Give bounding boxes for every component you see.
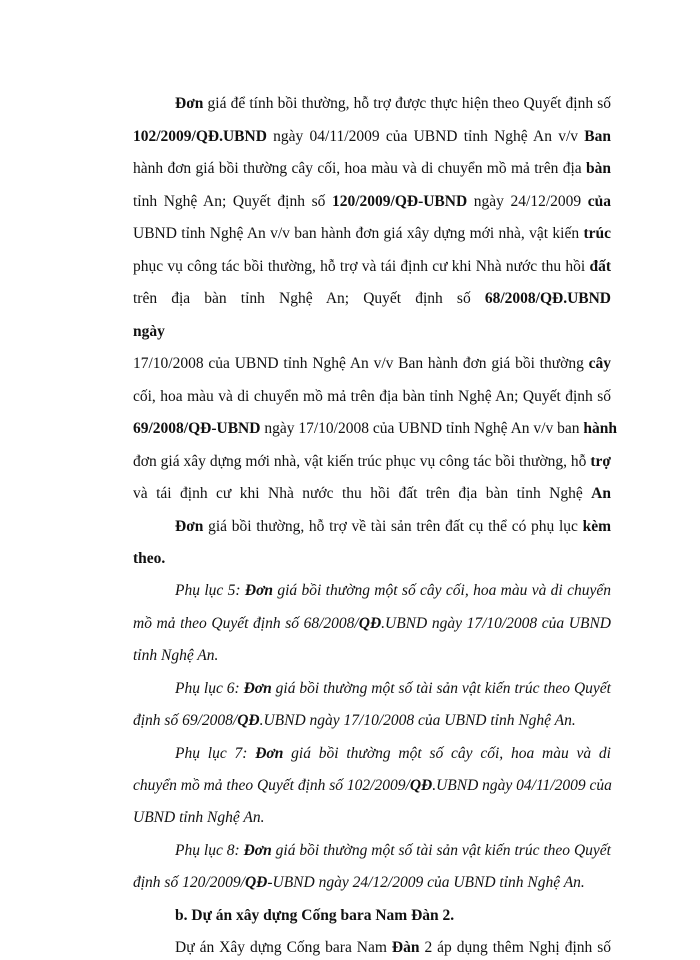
text-run: giá bồi thường một số tài sản vật kiến trúc theo Quyết — [271, 842, 611, 859]
appendix5-line-3 — [133, 646, 611, 666]
p1-line-3 — [133, 159, 611, 179]
bold-run: QĐ — [409, 777, 433, 794]
appendix6-line-1 — [175, 679, 611, 699]
p3-line-1 — [175, 938, 611, 958]
text-run: .UBND ngày 04/11/2009 của — [432, 777, 612, 794]
p1-line-10 — [133, 387, 611, 407]
p1-line-7 — [133, 289, 611, 309]
bold-run: kèm — [582, 518, 611, 535]
p1-line-8 — [133, 322, 611, 342]
bold-run: Đơn — [175, 95, 204, 112]
appendix7-line-2 — [133, 776, 611, 796]
bold-run: Ban — [584, 128, 611, 145]
bold-run: Đơn — [244, 582, 274, 599]
text-run: ngày 17/10/2008 của UBND tỉnh Nghệ An v/v ban — [260, 420, 584, 437]
text-run: định số 69/2008/ — [133, 712, 238, 729]
text-run: mồ mả theo Quyết định số 68/2008/ — [133, 615, 359, 632]
text-run: phục vụ công tác bồi thường, hỗ trợ và tái định cư khi Nhà nước thu hồi — [133, 258, 590, 275]
text-run: .UBND ngày 17/10/2008 của UBND — [381, 615, 611, 632]
p2-line-1 — [175, 517, 611, 537]
text-run: giá bồi thường một số cây cối, hoa màu và di — [283, 745, 611, 762]
text-run: 2 áp dụng thêm Nghị định số — [419, 939, 611, 956]
appendix8-line-2 — [133, 873, 611, 893]
bold-run: 120/2009/QĐ-UBND — [331, 193, 468, 210]
text-run: UBND tỉnh Nghệ An v/v ban hành đơn giá xây dựng mới nhà, vật kiến — [133, 225, 584, 242]
bold-run: theo. — [133, 550, 166, 567]
text-run: ngày 04/11/2009 của UBND tỉnh Nghệ An v/v — [266, 128, 585, 145]
bold-run: An — [591, 485, 611, 502]
text-run: đơn giá xây dựng mới nhà, vật kiến trúc phục vụ công tác bồi thường, hỗ — [133, 453, 591, 470]
bold-run: Đơn — [243, 842, 272, 859]
text-run: 17/10/2008 của UBND tỉnh Nghệ An v/v Ban hành đơn giá bồi thường — [133, 355, 589, 372]
bold-run: của — [587, 193, 611, 210]
p1-line-12 — [133, 452, 611, 472]
appendix6-line-2 — [133, 711, 611, 731]
appendix8-line-1 — [175, 841, 611, 861]
text-run: chuyển mồ mả theo Quyết định số 102/2009/ — [133, 777, 410, 794]
p1-line-4 — [133, 192, 611, 212]
bold-run: bàn — [586, 160, 611, 177]
p1-line-11 — [133, 419, 617, 439]
bold-run: QĐ — [358, 615, 382, 632]
text-run: giá bồi thường một số cây cối, hoa màu và di chuyển — [273, 582, 611, 599]
text-run: định số 120/2009/ — [133, 874, 245, 891]
bold-run: 102/2009/QĐ.UBND — [133, 128, 267, 145]
bold-run: QĐ — [244, 874, 268, 891]
bold-run: Đơn — [175, 518, 204, 535]
section-heading-b — [175, 906, 611, 926]
bold-run: 69/2008/QĐ-UBND — [133, 420, 261, 437]
appendix5-line-1 — [175, 581, 611, 601]
p1-line-9 — [133, 354, 611, 374]
text-run: .UBND ngày 17/10/2008 của UBND tỉnh Nghệ An. — [259, 712, 576, 729]
bold-run: trúc — [583, 225, 611, 242]
text-run: tỉnh Nghệ An; Quyết định số — [133, 193, 332, 210]
bold-run: trợ — [590, 453, 611, 470]
text-run: Phụ lục 6: — [175, 680, 244, 697]
bold-run: hành — [583, 420, 617, 437]
p1-line-1 — [175, 94, 611, 114]
text-run: giá bồi thường, hỗ trợ về tài sản trên đất cụ thể có phụ lục — [203, 518, 583, 535]
text-run: giá bồi thường một số tài sản vật kiến trúc theo Quyết — [271, 680, 611, 697]
text-run: hành đơn giá bồi thường cây cối, hoa màu và di chuyển mồ mả trên địa — [133, 160, 586, 177]
p1-line-5 — [133, 224, 611, 244]
text-run: trên địa bàn tỉnh Nghệ An; Quyết định số — [133, 290, 485, 307]
bold-run: Đơn — [243, 680, 272, 697]
text-run: tỉnh Nghệ An. — [133, 647, 219, 664]
appendix5-line-2 — [133, 614, 611, 634]
appendix7-line-3 — [133, 808, 611, 828]
text-run: Phụ lục 8: — [175, 842, 244, 859]
text-run: và tái định cư khi Nhà nước thu hồi đất trên địa bàn tỉnh Nghệ — [133, 485, 592, 502]
bold-run: cây — [588, 355, 611, 372]
text-run: -UBND ngày 24/12/2009 của UBND tỉnh Nghệ An. — [267, 874, 585, 891]
text-run: giá để tính bồi thường, hỗ trợ được thực hiện theo Quyết định số — [203, 95, 611, 112]
p2-line-2 — [133, 549, 611, 569]
bold-run: 68/2008/QĐ.UBND — [484, 290, 611, 307]
text-run: UBND tỉnh Nghệ An. — [133, 809, 265, 826]
text-run: b. Dự án xây dựng Cống bara Nam — [175, 907, 412, 924]
bold-run: Đơn — [255, 745, 284, 762]
bold-run: Đàn — [411, 907, 439, 924]
text-run: Dự án Xây dựng Cống bara Nam — [175, 939, 392, 956]
bold-run: QĐ — [237, 712, 260, 729]
appendix7-line-1 — [175, 744, 611, 764]
bold-run: đất — [589, 258, 611, 275]
bold-run: Đàn — [391, 939, 420, 956]
text-run: cối, hoa màu và di chuyển mồ mả trên địa bàn tỉnh Nghệ An; Quyết định số — [133, 388, 611, 405]
bold-run: ngày — [133, 323, 165, 340]
p1-line-6 — [133, 257, 611, 277]
text-run: Phụ lục 7: — [175, 745, 256, 762]
p1-line-13 — [133, 484, 611, 504]
text-run: ngày 24/12/2009 — [467, 193, 588, 210]
text-run: 2. — [438, 907, 455, 924]
p1-line-2 — [133, 127, 611, 147]
text-run: Phụ lục 5: — [175, 582, 245, 599]
